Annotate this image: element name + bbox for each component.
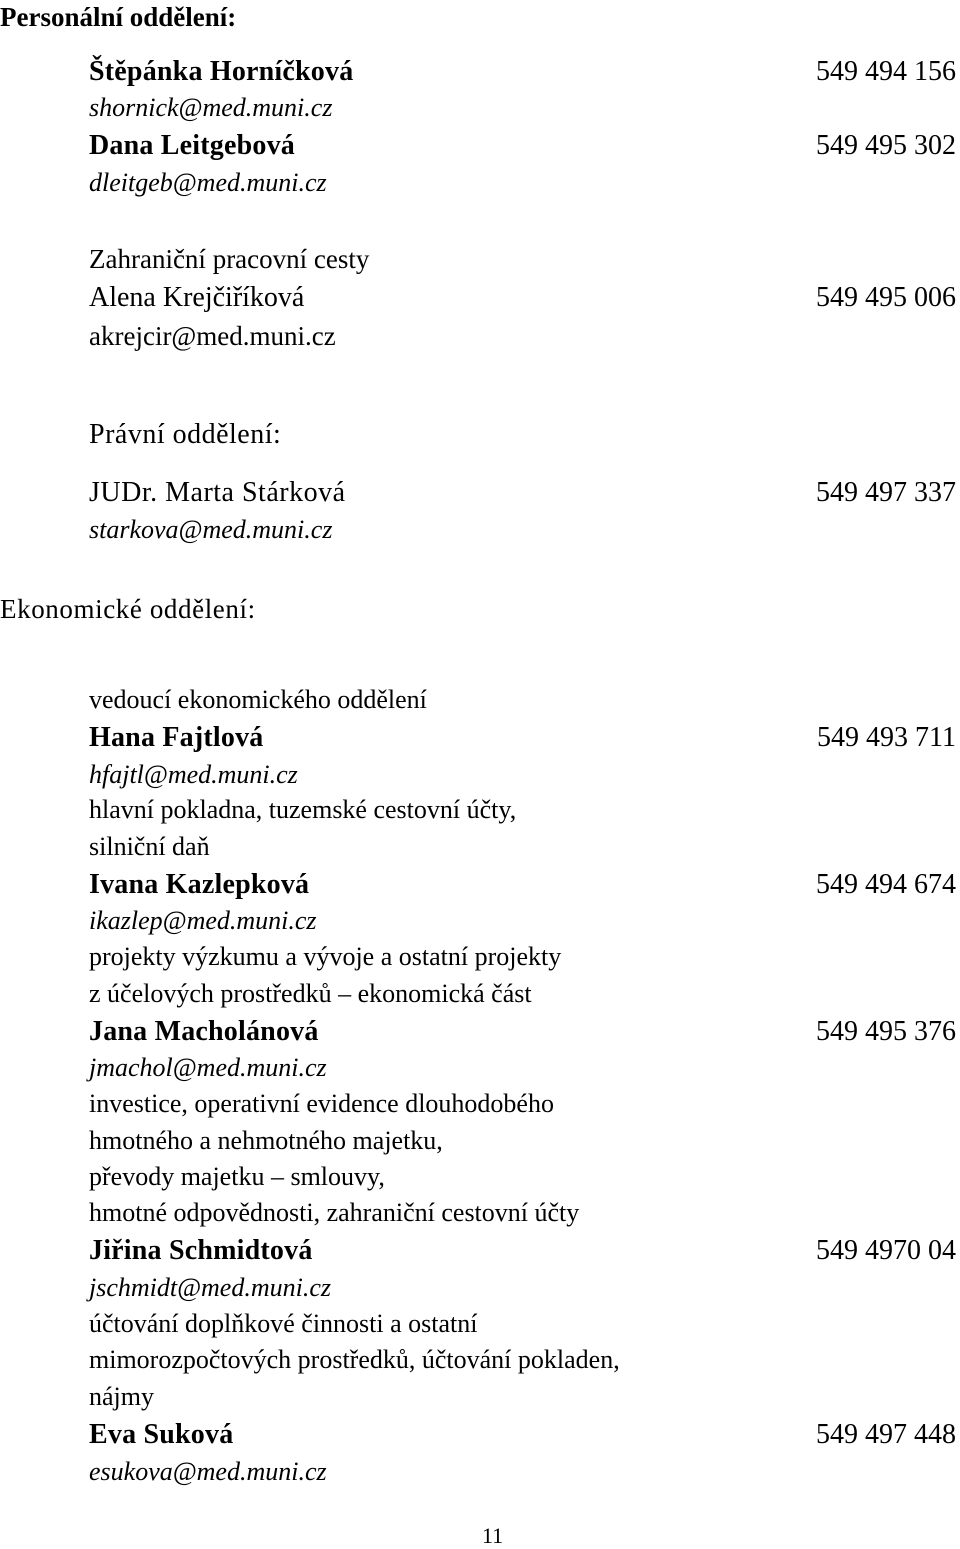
role-description: hmotného a nehmotného majetku, — [89, 1126, 443, 1155]
contact-phone: 549 495 302 — [816, 130, 956, 161]
role-description: mimorozpočtových prostředků, účtování pokladen, — [89, 1345, 620, 1374]
contact-phone: 549 4970 04 — [816, 1235, 956, 1266]
contact-name: Štěpánka Horníčková — [89, 56, 354, 87]
section-heading-pravni: Právní oddělení: — [89, 419, 282, 450]
role-description: nájmy — [89, 1382, 154, 1411]
section-heading-personalni: Personální oddělení: — [0, 2, 237, 32]
contact-phone: 549 493 711 — [817, 722, 956, 753]
contact-phone: 549 497 337 — [816, 477, 956, 508]
contact-name: Jana Macholánová — [89, 1016, 319, 1047]
contact-phone: 549 495 376 — [816, 1016, 956, 1047]
role-description: hlavní pokladna, tuzemské cestovní účty, — [89, 795, 517, 824]
contact-phone: 549 494 156 — [816, 56, 956, 87]
contact-name: Alena Krejčiříková — [89, 282, 305, 313]
contact-email[interactable]: jschmidt@med.muni.cz — [89, 1273, 331, 1302]
role-description: investice, operativní evidence dlouhodobého — [89, 1089, 554, 1118]
role-description: vedoucí ekonomického oddělení — [89, 685, 427, 714]
contact-name: Hana Fajtlová — [89, 722, 264, 753]
contact-email[interactable]: starkova@med.muni.cz — [89, 515, 333, 544]
contact-name: Jiřina Schmidtová — [89, 1235, 313, 1266]
role-description: převody majetku – smlouvy, — [89, 1162, 385, 1191]
role-description: silniční daň — [89, 832, 210, 861]
role-description: projekty výzkumu a vývoje a ostatní projekty — [89, 942, 562, 971]
contact-name: JUDr. Marta Stárková — [89, 477, 346, 508]
role-description: účtování doplňkové činnosti a ostatní — [89, 1309, 478, 1338]
contact-email[interactable]: shornick@med.muni.cz — [89, 93, 333, 122]
contact-email[interactable]: esukova@med.muni.cz — [89, 1457, 327, 1486]
contact-email[interactable]: hfajtl@med.muni.cz — [89, 760, 298, 789]
contact-name: Eva Suková — [89, 1419, 234, 1450]
contact-name: Ivana Kazlepková — [89, 869, 310, 900]
contact-phone: 549 494 674 — [816, 869, 956, 900]
contact-name: Dana Leitgebová — [89, 130, 295, 161]
role-description: hmotné odpovědnosti, zahraniční cestovní účty — [89, 1198, 580, 1227]
contact-email[interactable]: jmachol@med.muni.cz — [89, 1053, 327, 1082]
contact-phone: 549 495 006 — [816, 282, 956, 313]
contact-phone: 549 497 448 — [816, 1419, 956, 1450]
page-number: 11 — [482, 1523, 504, 1548]
section-heading-ekonomicke: Ekonomické oddělení: — [0, 594, 256, 624]
contact-email[interactable]: dleitgeb@med.muni.cz — [89, 168, 327, 197]
contact-email[interactable]: akrejcir@med.muni.cz — [89, 321, 336, 351]
subsection-label: Zahraniční pracovní cesty — [89, 244, 370, 274]
role-description: z účelových prostředků – ekonomická část — [89, 979, 532, 1008]
contact-email[interactable]: ikazlep@med.muni.cz — [89, 906, 317, 935]
